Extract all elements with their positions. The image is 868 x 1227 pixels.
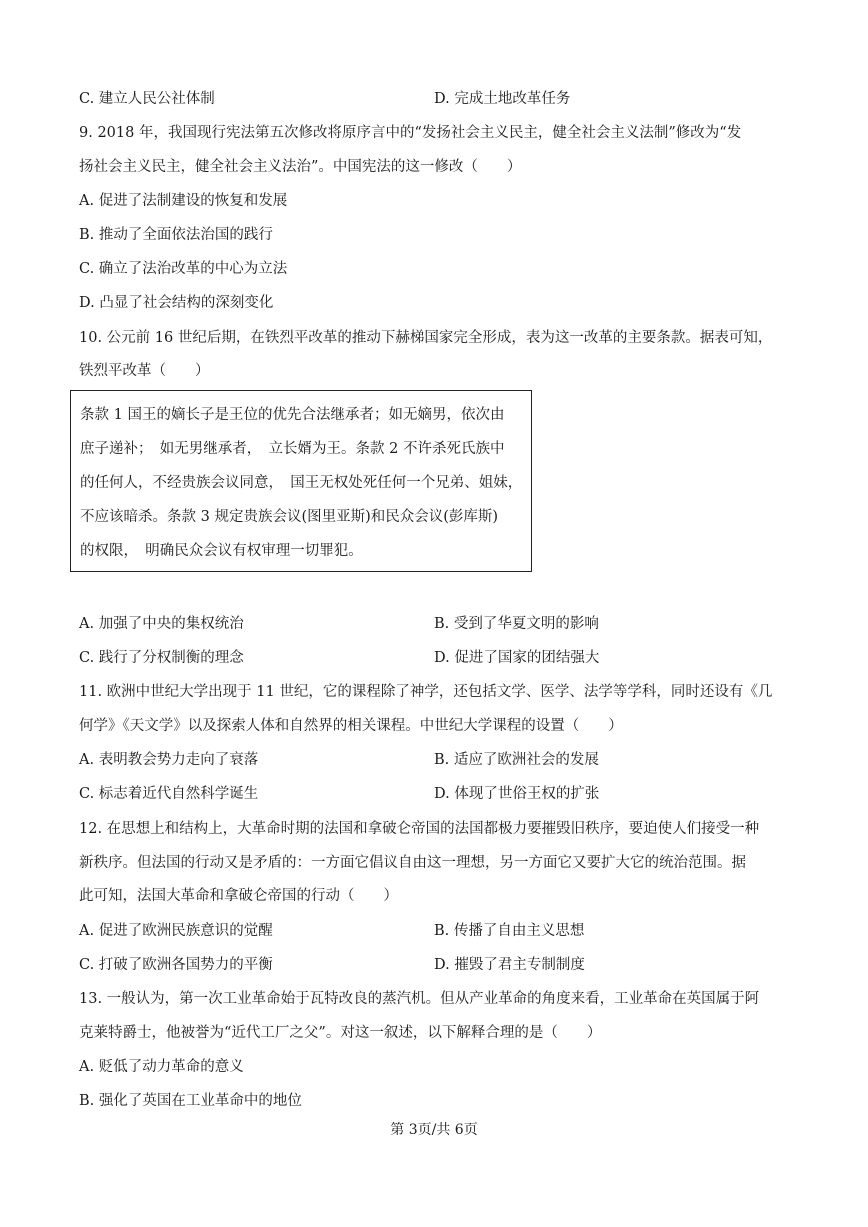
q12-stem-line-3: 此可知，法国大革命和拿破仑帝国的行动（ ） [79,888,398,904]
q11-option-c: C. 标志着近代自然科学诞生 [79,786,259,802]
clause-box-line-2: 庶子递补； 如无男继承者， 立长婿为王。条款 2 不许杀死氏族中 [80,441,505,457]
page-footer: 第 3页/共 6页 [390,1122,478,1138]
q13-stem-line-2: 克莱特爵士，他被誉为“近代工厂之父”。对这一叙述，以下解释合理的是（ ） [79,1025,602,1041]
q10-option-c: C. 践行了分权制衡的理念 [79,650,244,666]
q9-option-c: C. 确立了法治改革的中心为立法 [79,261,288,277]
clause-box-line-1: 条款 1 国王的嫡长子是王位的优先合法继承者；如无嫡男，依次由 [80,407,505,423]
q9-option-b: B. 推动了全面依法治国的践行 [79,227,273,243]
q11-option-d: D. 体现了世俗王权的扩张 [434,786,600,802]
q8-option-c: C. 建立人民公社体制 [79,91,215,107]
q9-option-d: D. 凸显了社会结构的深刻变化 [79,295,274,311]
q12-option-b: B. 传播了自由主义思想 [434,923,585,939]
clause-box-line-5: 的权限， 明确民众会议有权审理一切罪犯。 [80,543,363,559]
q10-option-a: A. 加强了中央的集权统治 [79,616,244,632]
clause-box-line-4: 不应该暗杀。条款 3 规定贵族会议(图里亚斯)和民众会议(彭库斯) [80,509,499,525]
q11-stem-line-2: 何学》《天文学》以及探索人体和自然界的相关课程。中世纪大学课程的设置（ ） [79,718,623,734]
q12-stem-line-1: 12. 在思想上和结构上，大革命时期的法国和拿破仑帝国的法国都极力要摧毁旧秩序，要迫使人们接受一种 [79,821,760,837]
q13-stem-line-1: 13. 一般认为，第一次工业革命始于瓦特改良的蒸汽机。但从产业革命的角度来看，工业革命在英国属于阿 [79,991,760,1007]
q10-option-d: D. 促进了国家的团结强大 [434,650,600,666]
q12-option-a: A. 促进了欧洲民族意识的觉醒 [79,923,273,939]
q9-option-a: A. 促进了法制建设的恢复和发展 [79,193,288,209]
q10-reform-clauses-box [70,390,532,572]
q12-option-d: D. 摧毁了君主专制制度 [434,957,585,973]
q10-option-b: B. 受到了华夏文明的影响 [434,616,599,632]
q9-stem-line-1: 9. 2018 年，我国现行宪法第五次修改将原序言中的“发扬社会主义民主，健全社会主义法制”修改为“发 [79,125,742,141]
q11-option-b: B. 适应了欧洲社会的发展 [434,752,599,768]
q8-option-d: D. 完成土地改革任务 [434,91,571,107]
q11-option-a: A. 表明教会势力走向了衰落 [79,752,259,768]
clause-box-line-3: 的任何人，不经贵族会议同意， 国王无权处死任何一个兄弟、姐妹， [80,475,523,491]
q10-stem-line-2: 铁烈平改革（ ） [79,363,210,379]
q13-option-b: B. 强化了英国在工业革命中的地位 [79,1093,302,1109]
q11-stem-line-1: 11. 欧洲中世纪大学出现于 11 世纪，它的课程除了神学，还包括文学、医学、法学等学科，同时还设有《几 [79,684,773,700]
q9-stem-line-2: 扬社会主义民主，健全社会主义法治”。中国宪法的这一修改（ ） [79,159,522,175]
q12-stem-line-2: 新秩序。但法国的行动又是矛盾的：一方面它倡议自由这一理想，另一方面它又要扩大它的统治范围。据 [79,855,746,871]
q12-option-c: C. 打破了欧洲各国势力的平衡 [79,957,273,973]
q10-stem-line-1: 10. 公元前 16 世纪后期，在铁烈平改革的推动下赫梯国家完全形成，表为这一改革的主要条款。据表可知， [79,330,773,346]
q13-option-a: A. 贬低了动力革命的意义 [79,1059,244,1075]
